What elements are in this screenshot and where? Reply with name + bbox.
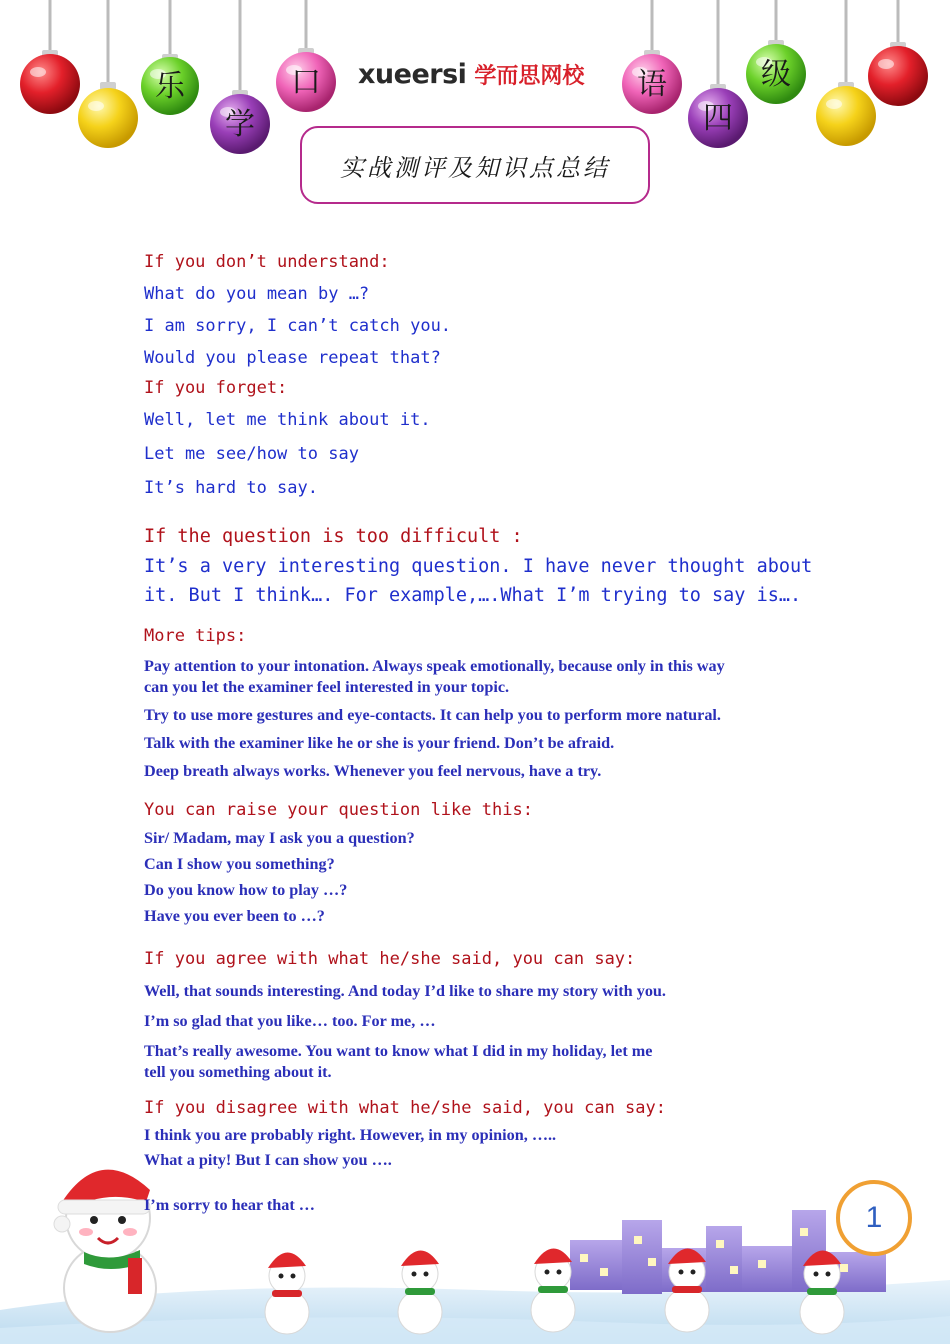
page-subtitle: 实战测评及知识点总结 xyxy=(340,153,610,182)
big-snowman-illustration xyxy=(54,1170,156,1332)
ornament-char-xue: 学 xyxy=(225,107,255,142)
phrase-line: Let me see/how to say xyxy=(144,444,359,464)
tip-line: Deep breath always works. Whenever you feel nervous, have a try. xyxy=(144,762,602,780)
ornament-ball xyxy=(868,46,928,106)
phrase-line: it. But I think…. For example,….What I’m trying to say is…. xyxy=(144,585,802,606)
phrase-line: What do you mean by …? xyxy=(144,284,370,304)
phrase-line: Sir/ Madam, may I ask you a question? xyxy=(144,829,415,847)
section-heading: If you forget: xyxy=(144,378,288,398)
phrase-line: That’s really awesome. You want to know what I did in my holiday, let me xyxy=(144,1042,653,1060)
ornament-char-ji: 级 xyxy=(761,57,791,92)
phrase-line: Well, let me think about it. xyxy=(144,410,431,430)
ornament-char-si: 四 xyxy=(703,101,733,136)
small-snowman-illustration xyxy=(531,1248,575,1332)
winter-scene-footer xyxy=(0,1140,950,1344)
xueersi-logo xyxy=(358,56,584,92)
logo-text-en: xueersi xyxy=(358,58,467,90)
phrase-line: tell you something about it. xyxy=(144,1063,332,1081)
section-heading: If you disagree with what he/she said, you can say: xyxy=(144,1098,666,1118)
section-heading: More tips: xyxy=(144,626,247,646)
phrase-line: Can I show you something? xyxy=(144,855,335,873)
subtitle-frame xyxy=(300,126,650,204)
phrase-line: Do you know how to play …? xyxy=(144,881,348,899)
phrase-line: Have you ever been to …? xyxy=(144,907,325,925)
page-number-badge xyxy=(836,1180,912,1256)
section-heading: If the question is too difficult : xyxy=(144,526,523,547)
tip-line: Pay attention to your intonation. Always speak emotionally, because only in this way xyxy=(144,657,725,675)
phrase-line: I am sorry, I can’t catch you. xyxy=(144,316,452,336)
phrase-line: I’m sorry to hear that … xyxy=(144,1196,315,1214)
ornament-char-yu: 语 xyxy=(637,67,667,102)
page-number: 1 xyxy=(865,1201,883,1234)
logo-text-cn: 学而思网校 xyxy=(474,63,585,89)
phrase-line: It’s a very interesting question. I have never thought about xyxy=(144,556,813,577)
phrase-line: What a pity! But I can show you …. xyxy=(144,1151,392,1169)
ornament-char-le: 乐 xyxy=(155,69,185,104)
ornament-ball xyxy=(20,54,80,114)
tip-line: Try to use more gestures and eye-contacts. It can help you to perform more natural. xyxy=(144,706,721,724)
phrase-line: I think you are probably right. However, in my opinion, ….. xyxy=(144,1126,557,1144)
ornament-ball xyxy=(816,86,876,146)
phrase-line: Well, that sounds interesting. And today I’d like to share my story with you. xyxy=(144,982,666,1000)
ornament-ball xyxy=(78,88,138,148)
ornament-char-kou: 口 xyxy=(291,65,321,100)
section-heading: If you don’t understand: xyxy=(144,252,390,272)
phrase-line: Would you please repeat that? xyxy=(144,348,441,368)
phrase-line: I’m so glad that you like… too. For me, … xyxy=(144,1012,436,1030)
section-heading: You can raise your question like this: xyxy=(144,800,533,820)
section-heading: If you agree with what he/she said, you can say: xyxy=(144,949,636,969)
phrase-line: It’s hard to say. xyxy=(144,478,318,498)
tip-line: can you let the examiner feel interested in your topic. xyxy=(144,678,510,696)
tip-line: Talk with the examiner like he or she is your friend. Don’t be afraid. xyxy=(144,734,615,752)
